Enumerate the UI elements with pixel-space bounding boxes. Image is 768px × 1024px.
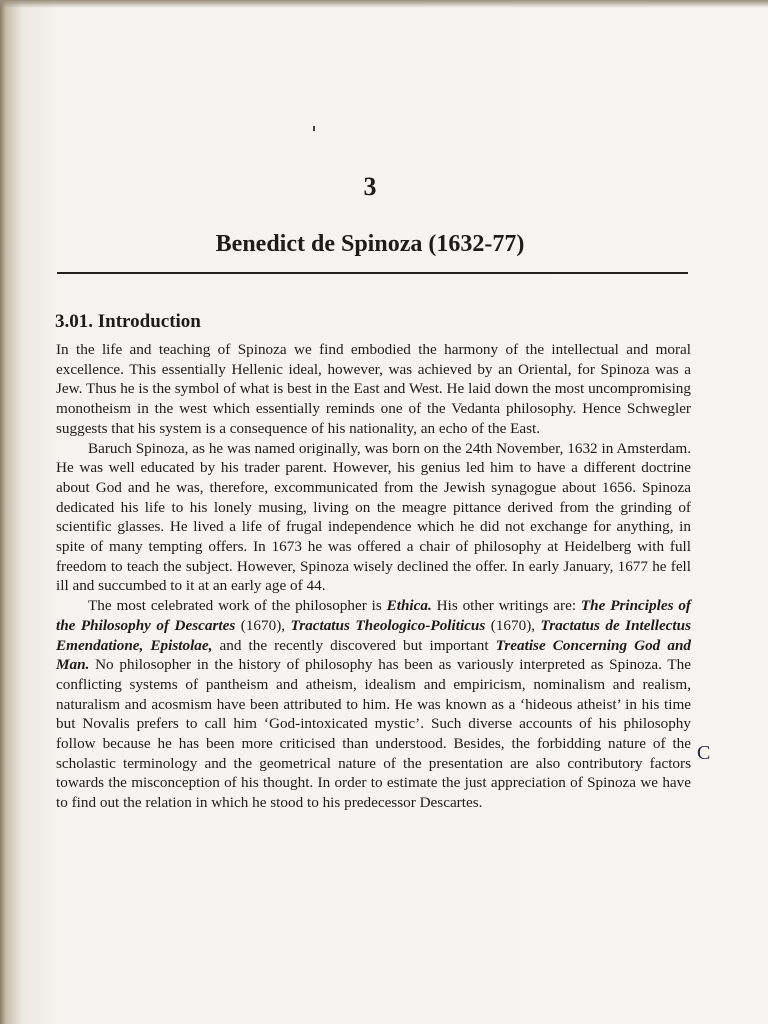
chapter-number: 3	[363, 172, 377, 201]
p3-text-d: (1670),	[485, 616, 541, 634]
paragraph-3	[56, 596, 691, 813]
margin-annotation-mark: C	[697, 742, 711, 764]
p3-text-c: (1670),	[235, 616, 291, 634]
p3-text-e: and the recently discovered but important	[212, 636, 496, 654]
p3-text-a: The most celebrated work of the philosopher is	[88, 597, 387, 615]
section-heading: 3.01. Introduction	[55, 311, 201, 332]
title-principles: The Principles of the Philosophy of Descartes	[56, 597, 691, 634]
title-ethica: Ethica.	[386, 597, 432, 615]
page-top-shadow	[0, 0, 768, 8]
title-tractatus-intellectus: Tractatus de Intellectus Emendatione, Epistolae,	[56, 616, 692, 654]
p3-text-f: No philosopher in the history of philosophy has been as variously interpreted as Spinoza. The conflicting systems of pantheism and atheism, idealism and empiricism, nominalism and realism, naturalism and acosmism have been attributed to him. He was known as a ‘hideous atheist’ in his time but Novalis prefers to call him ‘God-intoxicated mystic’. Such diverse accounts of his philosophy follow because he has been more criticised than understood. Besides, the forbidding nature of the scholastic terminology and the geometrical nature of the presentation are also contributory factors towards the misconception of his thought. In order to estimate the just appreciation of Spinoza we have to find out the relation in which he stood to his predecessor Descartes.	[56, 656, 691, 812]
body-text	[56, 340, 691, 813]
title-tractatus-theologico: Tractatus Theologico-Politicus	[290, 616, 486, 634]
chapter-title: Benedict de Spinoza (1632-77)	[215, 231, 525, 257]
ink-speck	[313, 126, 315, 131]
paragraph-1: In the life and teaching of Spinoza we find embodied the harmony of the intellectual and moral excellence. This essentially Hellenic ideal, however, was achieved by an Oriental, for Spinoza was a Jew. Thus he is the symbol of what is best in the East and West. He laid down the most uncompromising monotheism in the west which essentially reminds one of the Vedanta philosophy. Hence Schwegler suggests that his system is a consequence of his nationality, an echo of the East.	[56, 341, 691, 437]
title-rule	[57, 272, 688, 274]
title-treatise: Treatise Concerning God and Man.	[56, 636, 691, 674]
p3-text-b: His other writings are:	[431, 597, 581, 615]
paragraph-2: Baruch Spinoza, as he was named originally, was born on the 24th November, 1632 in Amsterdam. He was well educated by his trader parent. However, his genius led him to have a different doctrine about God and he was, therefore, excommunicated from the Jewish synagogue about 1656. Spinoza dedicated his life to his lonely musing, living on the meagre pittance derived from the grinding of scientific glasses. He lived a life of frugal independence which he did not exchange for anything, in spite of many tempting offers. In 1673 he was offered a chair of philosophy at Heidelberg with full freedom to teach the subject. However, Spinoza wisely declined the offer. In early January, 1677 he fell ill and succumbed to it at an early age of 44.	[56, 439, 691, 595]
